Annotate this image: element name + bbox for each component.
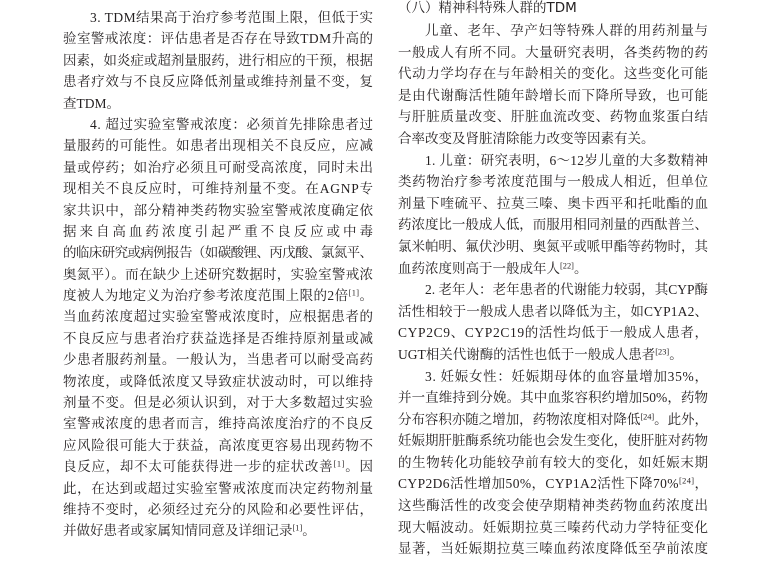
text-line xyxy=(398,236,708,258)
line-text: 家共识中，部分精神类药物实验室警戒浓度确定依 xyxy=(63,202,374,218)
text-line xyxy=(398,128,708,150)
text-line xyxy=(398,42,708,64)
text-line xyxy=(398,473,708,495)
text-line xyxy=(63,157,373,178)
text-line xyxy=(63,456,373,477)
line-text: 儿童、老年、孕产妇等特殊人群的用药剂量与 xyxy=(425,23,709,38)
line-text: CYP2C9、CYP2C19的活性均低于一般成人患者， xyxy=(398,325,709,341)
text-line xyxy=(398,85,708,107)
text-line xyxy=(398,214,708,236)
text-line xyxy=(398,366,708,388)
line-text: 因素，如炎症或超剂量服药，进行相应的干预，根据 xyxy=(63,52,373,68)
line-text xyxy=(398,473,708,495)
text-line xyxy=(398,279,708,301)
text-line xyxy=(63,392,373,413)
line-segment: CYP2D6活性增加50%，CYP1A2活性下降70% xyxy=(398,476,679,492)
text-line xyxy=(63,285,373,306)
text-line xyxy=(63,306,373,327)
line-text: 类药物治疗参考浓度范围与一般成人相近，但单位 xyxy=(398,174,709,190)
text-line xyxy=(63,71,373,92)
line-text: 妊娠期肝脏酶系统功能也会发生变化，使肝脏对药物 xyxy=(398,433,708,449)
text-line xyxy=(398,258,708,280)
text-line xyxy=(63,520,373,541)
citation-superscript: [1] xyxy=(292,523,303,533)
line-segment: 。 xyxy=(359,288,374,304)
text-line xyxy=(398,409,708,431)
text-line xyxy=(398,452,708,474)
line-text: 合率改变及肾脏清除能力改变等因素有关。 xyxy=(398,130,655,146)
line-text: 显著，当妊娠期拉莫三嗪血药浓度降低至孕前浓度 xyxy=(398,541,709,557)
line-text: 药浓度比一般成人低，而服用相同剂量的西酞普兰、 xyxy=(398,217,708,233)
line-segment: 分布容积亦随之增加，药物浓度相对降低 xyxy=(398,411,641,427)
line-text: 的临床研究或病例报告（如碳酸锂、丙戊酸、氯氮平、 xyxy=(63,245,373,261)
text-line xyxy=(63,328,373,349)
line-text: 少患者服药剂量。一般认为，当患者可以耐受高药 xyxy=(63,352,374,368)
line-text: 当血药浓度超过实验室警戒浓度时，应根据患者的 xyxy=(63,309,374,325)
line-segment: 。 xyxy=(573,260,588,276)
line-text: 活性相较于一般成人患者以降低为主，如CYP1A2、 xyxy=(398,303,709,319)
line-text: 患者疗效与不良反应降低剂量或维持剂量不变，复 xyxy=(63,74,374,90)
paragraph xyxy=(398,150,708,280)
line-text: 验室警戒浓度：评估患者是否存在导致TDM升高的 xyxy=(63,31,374,47)
line-text: 此，在达到或超过实验室警戒浓度而决定药物剂量 xyxy=(63,480,374,496)
text-line xyxy=(398,171,708,193)
line-text: 查TDM。 xyxy=(63,95,120,111)
text-line xyxy=(63,499,373,520)
line-text: 量或停药；如治疗必须且可耐受高浓度，同时未出 xyxy=(63,159,374,175)
line-text: 4. 超过实验室警戒浓度：必须首先排除患者过 xyxy=(90,116,374,132)
citation-superscript: [23] xyxy=(655,347,670,357)
citation-superscript: [1] xyxy=(348,288,360,298)
right-column xyxy=(398,0,708,560)
text-line xyxy=(398,387,708,409)
text-line xyxy=(63,93,373,114)
text-line xyxy=(398,301,708,323)
line-text: 氯米帕明、氟伏沙明、奥氮平或哌甲酯等药物时，其 xyxy=(398,238,708,254)
line-text: 一般成人有所不同。大量研究表明，各类药物的药 xyxy=(398,44,709,60)
line-segment: 。因 xyxy=(345,459,374,475)
line-text: 1. 儿童：研究表明，6～12岁儿童的大多数精神 xyxy=(425,152,709,168)
text-line xyxy=(398,344,708,366)
text-line xyxy=(63,200,373,221)
line-text: 这些酶活性的改变会使孕期精神类药物血药浓度出 xyxy=(398,498,709,514)
line-text: 3. 妊娠女性：妊娠期母体的血容量增加35%， xyxy=(425,368,709,384)
text-line xyxy=(398,517,708,539)
text-line xyxy=(398,495,708,517)
text-line xyxy=(63,371,373,392)
line-text xyxy=(63,285,373,306)
paragraph xyxy=(398,366,708,560)
text-line xyxy=(398,63,708,85)
text-line xyxy=(63,28,373,49)
line-text: 剂量下喹硫平、拉莫三嗪、奥卡西平和托吡酯的血 xyxy=(398,195,709,211)
line-text: 3. TDM结果高于治疗参考范围上限，但低于实 xyxy=(90,10,374,25)
paragraph xyxy=(398,279,708,365)
line-text: 的生物转化功能较孕前有较大的变化，如妊娠末期 xyxy=(398,454,709,470)
line-text xyxy=(63,456,374,477)
text-line xyxy=(398,150,708,172)
text-line xyxy=(398,106,708,128)
line-text: 维持不变时，必须经过充分的风险和必要性评估， xyxy=(63,501,374,517)
line-text: 与肝脏质量改变、肝脏血流改变、药物血浆蛋白结 xyxy=(398,109,709,125)
paragraph xyxy=(398,20,708,150)
line-text: 奥氮平）。而在缺少上述研究数据时，实验室警戒浓 xyxy=(63,266,374,282)
line-segment: 血药浓度则高于一般成年人 xyxy=(398,260,560,276)
line-text: 剂量不变。但是必须认识到，对于大多数超过实验 xyxy=(63,395,374,411)
line-text: 据来自高血药浓度引起严重不良反应或中毒 xyxy=(63,223,376,239)
line-text: 是由代谢酶活性随年龄增长而下降所导致，也可能 xyxy=(398,87,709,103)
line-segment: UGT相关代谢酶的活性也低于一般成人患者 xyxy=(398,346,656,362)
paragraph xyxy=(63,7,373,114)
text-line xyxy=(63,7,373,28)
line-text: 现相关不良反应时，可维持剂量不变。在AGNP专 xyxy=(63,181,374,197)
text-line xyxy=(63,349,373,370)
text-line xyxy=(63,114,373,135)
text-line xyxy=(63,242,373,263)
text-line xyxy=(63,413,373,434)
line-text xyxy=(398,344,683,366)
line-text: 2. 老年人：老年患者的代谢能力较弱，其CYP酶 xyxy=(425,282,709,298)
line-text xyxy=(63,520,316,541)
line-segment: 良反应，却不太可能获得进一步的症状改善 xyxy=(63,459,334,475)
text-line xyxy=(398,20,708,42)
text-line xyxy=(63,264,373,285)
line-text: 室警戒浓度的患者而言，维持高浓度治疗的不良反 xyxy=(63,416,374,432)
citation-superscript: [22] xyxy=(560,260,574,270)
text-line xyxy=(398,430,708,452)
text-line xyxy=(63,135,373,156)
text-line xyxy=(63,178,373,199)
line-text: 物浓度，或降低浓度又导致症状波动时，可以维持 xyxy=(63,373,374,389)
line-text xyxy=(398,409,708,431)
citation-superscript: [24] xyxy=(640,412,655,422)
line-text: 并一直维持到分娩。其中血浆容积约增加50%，药物 xyxy=(398,390,709,406)
line-segment: 并做好患者或家属知情同意及详细记录 xyxy=(63,523,293,539)
line-text xyxy=(398,258,587,280)
text-line xyxy=(398,538,708,560)
text-line xyxy=(63,221,376,242)
section-heading: （八）精神科特殊人群的TDM xyxy=(398,0,577,16)
left-column xyxy=(63,7,376,542)
line-text: 代动力学均存在与年龄相关的变化。这些变化可能 xyxy=(398,66,709,82)
text-line xyxy=(398,193,708,215)
text-line xyxy=(63,50,373,71)
line-text: 量服药的可能性。如患者出现相关不良反应，应减 xyxy=(63,138,374,154)
line-text: 不良反应与患者治疗获益选择是否维持原剂量或减 xyxy=(63,330,374,346)
line-segment: ， xyxy=(694,476,709,492)
paragraph xyxy=(63,114,376,542)
line-segment: 。 xyxy=(302,523,316,539)
text-line xyxy=(63,478,373,499)
text-line xyxy=(63,435,373,456)
text-line xyxy=(398,322,708,344)
citation-superscript: [24] xyxy=(678,476,695,486)
line-segment: 。 xyxy=(669,346,683,362)
line-segment: 。此外， xyxy=(654,411,708,427)
line-text: 现大幅波动。妊娠期拉莫三嗪药代动力学特征变化 xyxy=(398,519,709,535)
line-text: 应风险很可能大于获益，高浓度更容易出现药物不 xyxy=(63,437,374,453)
line-segment: 度被人为地定义为治疗参考浓度范围上限的2倍 xyxy=(63,288,349,304)
citation-superscript: [1] xyxy=(333,459,346,469)
